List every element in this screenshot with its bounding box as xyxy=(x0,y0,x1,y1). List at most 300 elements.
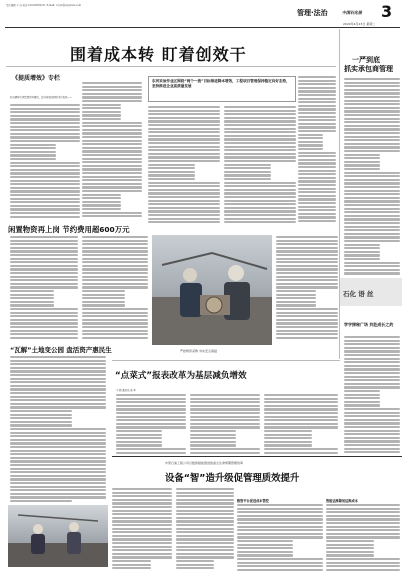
text-line xyxy=(276,276,338,278)
text-line xyxy=(344,222,400,224)
text-line xyxy=(112,520,172,522)
text-line xyxy=(116,405,186,407)
text-line xyxy=(344,168,380,170)
text-line xyxy=(10,140,80,142)
text-line xyxy=(237,544,293,546)
text-line xyxy=(112,564,151,566)
text-line xyxy=(190,423,260,425)
text-line xyxy=(10,406,106,408)
text-line xyxy=(344,448,400,450)
text-line xyxy=(276,326,338,328)
bottom-photo xyxy=(8,505,108,567)
text-line xyxy=(264,419,338,421)
text-line xyxy=(344,343,400,345)
text-line xyxy=(148,185,220,187)
text-line xyxy=(344,103,400,105)
text-line xyxy=(176,524,234,526)
text-line xyxy=(344,350,400,352)
text-line xyxy=(344,433,400,435)
text-line xyxy=(10,272,78,274)
text-line xyxy=(237,533,323,535)
text-line xyxy=(82,186,142,188)
text-line xyxy=(10,290,54,292)
text-line xyxy=(344,100,400,102)
text-line xyxy=(10,417,72,419)
text-line xyxy=(82,283,148,285)
text-line xyxy=(298,94,336,96)
text-line xyxy=(116,408,186,410)
text-line xyxy=(326,526,400,528)
text-line xyxy=(264,441,312,443)
text-line xyxy=(344,229,400,231)
text-line xyxy=(82,286,148,288)
text-line xyxy=(82,140,142,142)
text-line xyxy=(148,178,195,180)
text-line xyxy=(298,116,336,118)
text-line xyxy=(224,146,296,148)
text-line xyxy=(344,265,400,267)
text-line xyxy=(10,367,106,369)
text-line xyxy=(82,118,121,120)
text-line xyxy=(82,168,142,170)
text-line xyxy=(344,92,400,94)
quote-text: 东河采油作业区围绕“两个一流”目标推进降本增效，工程项目管理保持稳定向好态势，坚持推进企业高质量发展 xyxy=(152,79,290,88)
text-line xyxy=(82,96,142,98)
text-line xyxy=(237,569,323,571)
text-line xyxy=(10,378,106,380)
text-line xyxy=(237,511,323,513)
text-line xyxy=(344,157,380,159)
text-line xyxy=(10,104,80,106)
text-line xyxy=(264,430,312,432)
text-line xyxy=(82,312,148,314)
text-line xyxy=(10,261,78,263)
text-line xyxy=(298,152,336,154)
text-line xyxy=(82,129,142,131)
text-line xyxy=(82,86,142,88)
text-line xyxy=(10,187,80,189)
text-line xyxy=(148,171,195,173)
text-line xyxy=(148,200,220,202)
text-line xyxy=(82,319,148,321)
text-line xyxy=(10,216,80,218)
text-line xyxy=(224,120,296,122)
text-line xyxy=(112,549,172,551)
text-line xyxy=(10,464,106,466)
text-line xyxy=(10,475,106,477)
text-line xyxy=(276,250,338,252)
text-line xyxy=(10,279,78,281)
text-line xyxy=(190,434,236,436)
text-line xyxy=(344,78,400,80)
text-line xyxy=(344,200,400,202)
text-line xyxy=(344,354,400,356)
text-line xyxy=(344,132,400,134)
text-line xyxy=(326,562,400,564)
text-line xyxy=(344,218,400,220)
text-line xyxy=(190,412,260,414)
text-line xyxy=(190,452,260,454)
text-line xyxy=(176,553,234,555)
bottom-headline: 设备“智”造升级促管理质效提升 xyxy=(165,473,300,484)
text-line xyxy=(190,419,260,421)
paper-logo: 中国石化报 xyxy=(342,10,362,15)
text-line xyxy=(264,437,312,439)
text-line xyxy=(344,258,380,260)
text-line xyxy=(276,240,338,242)
text-line xyxy=(190,441,236,443)
text-line xyxy=(276,308,338,310)
text-line xyxy=(10,489,106,491)
text-line xyxy=(190,408,260,410)
text-line xyxy=(116,394,186,396)
text-line xyxy=(10,268,78,270)
text-line xyxy=(10,468,106,470)
text-line xyxy=(298,105,336,107)
text-line xyxy=(298,220,336,222)
text-line xyxy=(224,128,296,130)
text-line xyxy=(344,172,400,174)
text-line xyxy=(10,144,56,146)
text-line xyxy=(82,122,142,124)
text-line xyxy=(276,319,338,321)
text-line xyxy=(298,162,336,164)
text-line xyxy=(237,536,323,538)
text-line xyxy=(176,564,214,566)
text-line xyxy=(176,535,234,537)
text-line xyxy=(116,426,186,428)
text-line xyxy=(148,182,220,184)
text-line xyxy=(82,208,121,210)
text-line xyxy=(276,322,338,324)
text-line xyxy=(176,531,234,533)
text-line xyxy=(112,528,172,530)
masthead-info: 责任编辑 王 涛 电话 010-68520311 E-mail: ccyyb@zgcjxww.com xyxy=(6,4,81,7)
text-line xyxy=(344,233,400,235)
text-line xyxy=(176,506,234,508)
middle-rule xyxy=(112,360,340,361)
text-line xyxy=(344,197,400,199)
text-line xyxy=(344,440,400,442)
text-line xyxy=(82,297,125,299)
text-line xyxy=(276,268,338,270)
text-line xyxy=(10,286,78,288)
text-line xyxy=(10,435,106,437)
text-line xyxy=(82,247,148,249)
text-line xyxy=(326,547,374,549)
right-headline-2: 抓实承包商管理 xyxy=(344,65,393,73)
text-line xyxy=(344,175,400,177)
text-line xyxy=(344,379,400,381)
text-line xyxy=(344,204,400,206)
text-line xyxy=(10,165,80,167)
text-line xyxy=(82,304,125,306)
text-line xyxy=(112,492,172,494)
text-line xyxy=(10,333,78,335)
text-line xyxy=(82,272,148,274)
text-line xyxy=(344,340,400,342)
text-line xyxy=(82,326,148,328)
text-line xyxy=(10,330,78,332)
text-line xyxy=(298,184,336,186)
text-line xyxy=(10,151,56,153)
text-line xyxy=(10,172,80,174)
column-highlight: 队伍精神引领思想作风建设，提升质效的同时守住底线—— xyxy=(10,96,73,99)
text-line xyxy=(237,540,293,542)
text-line xyxy=(344,211,400,213)
text-line xyxy=(344,128,400,130)
text-line xyxy=(344,361,400,363)
page-number: 3 xyxy=(381,2,393,21)
text-line xyxy=(298,98,336,100)
text-line xyxy=(237,562,323,564)
text-line xyxy=(148,106,220,108)
text-line xyxy=(298,180,336,182)
text-line xyxy=(82,315,148,317)
text-line xyxy=(148,113,220,115)
text-line xyxy=(148,174,195,176)
masthead-date: 2024年4月23日 星期二 xyxy=(343,22,376,26)
text-line xyxy=(10,283,78,285)
text-line xyxy=(237,551,293,553)
text-line xyxy=(298,195,336,197)
text-line xyxy=(276,283,338,285)
text-line xyxy=(148,120,220,122)
text-line xyxy=(298,173,336,175)
text-line xyxy=(224,160,296,162)
text-line xyxy=(344,190,400,192)
text-line xyxy=(264,434,312,436)
text-line xyxy=(276,333,338,335)
text-line xyxy=(344,383,400,385)
text-line xyxy=(112,517,172,519)
text-line xyxy=(190,430,236,432)
text-line xyxy=(10,240,78,242)
text-line xyxy=(148,138,220,140)
text-line xyxy=(344,150,400,152)
text-line xyxy=(344,368,400,370)
text-line xyxy=(148,160,220,162)
text-line xyxy=(10,201,80,203)
text-line xyxy=(276,294,316,296)
text-line xyxy=(148,196,220,198)
text-line xyxy=(224,218,296,220)
text-line xyxy=(10,486,106,488)
text-line xyxy=(148,192,220,194)
text-line xyxy=(344,430,400,432)
text-line xyxy=(148,214,220,216)
text-line xyxy=(344,272,400,274)
text-line xyxy=(82,201,121,203)
text-line xyxy=(344,394,380,396)
text-line xyxy=(10,194,80,196)
text-line xyxy=(148,207,220,209)
text-line xyxy=(148,142,220,144)
text-line xyxy=(10,183,80,185)
text-line xyxy=(224,117,296,119)
text-line xyxy=(148,203,220,205)
text-line xyxy=(176,495,234,497)
text-line xyxy=(10,326,78,328)
text-line xyxy=(190,405,260,407)
text-line xyxy=(276,258,338,260)
text-line xyxy=(10,363,106,365)
middle-byline: 王 晓 通讯员 张 华 xyxy=(116,389,136,392)
text-line xyxy=(237,554,293,556)
text-line xyxy=(82,194,121,196)
text-line xyxy=(10,315,78,317)
text-line xyxy=(176,488,234,490)
text-line xyxy=(344,419,400,421)
text-line xyxy=(10,493,106,495)
text-line xyxy=(326,544,374,546)
text-line xyxy=(82,337,148,339)
text-line xyxy=(10,247,78,249)
text-line xyxy=(344,161,380,163)
text-line xyxy=(298,198,336,200)
section-title: 管理·法治 xyxy=(297,9,328,17)
text-line xyxy=(82,89,142,91)
text-line xyxy=(264,408,338,410)
text-line xyxy=(276,272,338,274)
text-line xyxy=(82,243,148,245)
text-line xyxy=(176,513,234,515)
text-line xyxy=(10,111,80,113)
text-line xyxy=(176,567,214,569)
text-line xyxy=(344,114,400,116)
text-line xyxy=(326,558,400,560)
text-line xyxy=(10,297,54,299)
text-line xyxy=(82,333,148,335)
text-line xyxy=(344,426,400,428)
text-line xyxy=(82,132,142,134)
text-line xyxy=(224,210,296,212)
text-line xyxy=(10,176,80,178)
text-line xyxy=(326,533,400,535)
text-line xyxy=(237,547,293,549)
bottom-kicker: 中原石油工程公司以数智赋能推进装备全生命周期管理改革 xyxy=(165,461,244,465)
text-line xyxy=(112,499,172,501)
text-line xyxy=(82,290,125,292)
column-kicker: 《提质增效》专栏 xyxy=(12,75,61,82)
text-line xyxy=(326,508,400,510)
text-line xyxy=(10,442,106,444)
text-line xyxy=(82,158,142,160)
text-line xyxy=(224,221,296,223)
text-line xyxy=(264,426,338,428)
text-line xyxy=(10,374,106,376)
text-line xyxy=(344,412,400,414)
text-line xyxy=(326,529,400,531)
text-line xyxy=(116,434,162,436)
text-line xyxy=(344,262,400,264)
text-line xyxy=(224,214,296,216)
text-line xyxy=(344,269,400,271)
text-line xyxy=(224,110,296,112)
text-line xyxy=(82,215,142,217)
text-line xyxy=(326,554,374,556)
text-line xyxy=(298,216,336,218)
text-line xyxy=(82,100,142,102)
text-line xyxy=(276,337,338,339)
text-line xyxy=(298,166,336,168)
text-line xyxy=(344,164,380,166)
text-line xyxy=(82,161,142,163)
text-line xyxy=(112,510,172,512)
text-line xyxy=(344,121,400,123)
text-line xyxy=(224,131,296,133)
text-line xyxy=(10,428,106,430)
text-line xyxy=(326,540,374,542)
text-line xyxy=(190,437,236,439)
text-line xyxy=(82,294,125,296)
text-line xyxy=(10,122,80,124)
text-line xyxy=(298,130,336,132)
text-line xyxy=(82,125,142,127)
top-headline-rule xyxy=(6,66,336,67)
text-line xyxy=(276,330,338,332)
text-line xyxy=(344,107,400,109)
text-line xyxy=(326,569,400,571)
text-line xyxy=(344,193,400,195)
text-line xyxy=(344,154,380,156)
text-line xyxy=(298,209,336,211)
ad-label: 石化 语 丝 xyxy=(343,290,374,298)
text-line xyxy=(112,535,172,537)
right-headline: 一严到底 xyxy=(352,56,380,64)
text-line xyxy=(82,82,142,84)
text-line xyxy=(224,106,296,108)
text-line xyxy=(264,394,338,396)
text-line xyxy=(190,448,260,450)
text-line xyxy=(112,531,172,533)
text-line xyxy=(298,155,336,157)
text-line xyxy=(344,244,380,246)
text-line xyxy=(10,322,78,324)
text-line xyxy=(344,179,400,181)
text-line xyxy=(344,404,380,406)
text-line xyxy=(344,226,400,228)
text-line xyxy=(82,330,148,332)
text-line xyxy=(298,202,336,204)
text-line xyxy=(344,347,400,349)
text-line xyxy=(176,546,234,548)
text-line xyxy=(176,542,234,544)
text-line xyxy=(264,412,338,414)
text-line xyxy=(264,398,338,400)
text-line xyxy=(344,408,400,410)
text-line xyxy=(116,452,186,454)
text-line xyxy=(344,254,380,256)
text-line xyxy=(82,236,148,238)
text-line xyxy=(82,190,142,192)
text-line xyxy=(10,190,80,192)
text-line xyxy=(82,176,142,178)
text-line xyxy=(224,185,296,187)
text-line xyxy=(298,213,336,215)
text-line xyxy=(224,138,296,140)
text-line xyxy=(237,515,323,517)
bottom-rule xyxy=(112,456,402,457)
bottom-subhead-2: 智能运维降低运维成本 xyxy=(326,499,358,503)
text-line xyxy=(176,549,234,551)
text-line xyxy=(298,134,323,136)
text-line xyxy=(224,153,296,155)
text-line xyxy=(224,171,271,173)
text-line xyxy=(10,304,54,306)
text-line xyxy=(10,133,80,135)
text-line xyxy=(176,528,234,530)
